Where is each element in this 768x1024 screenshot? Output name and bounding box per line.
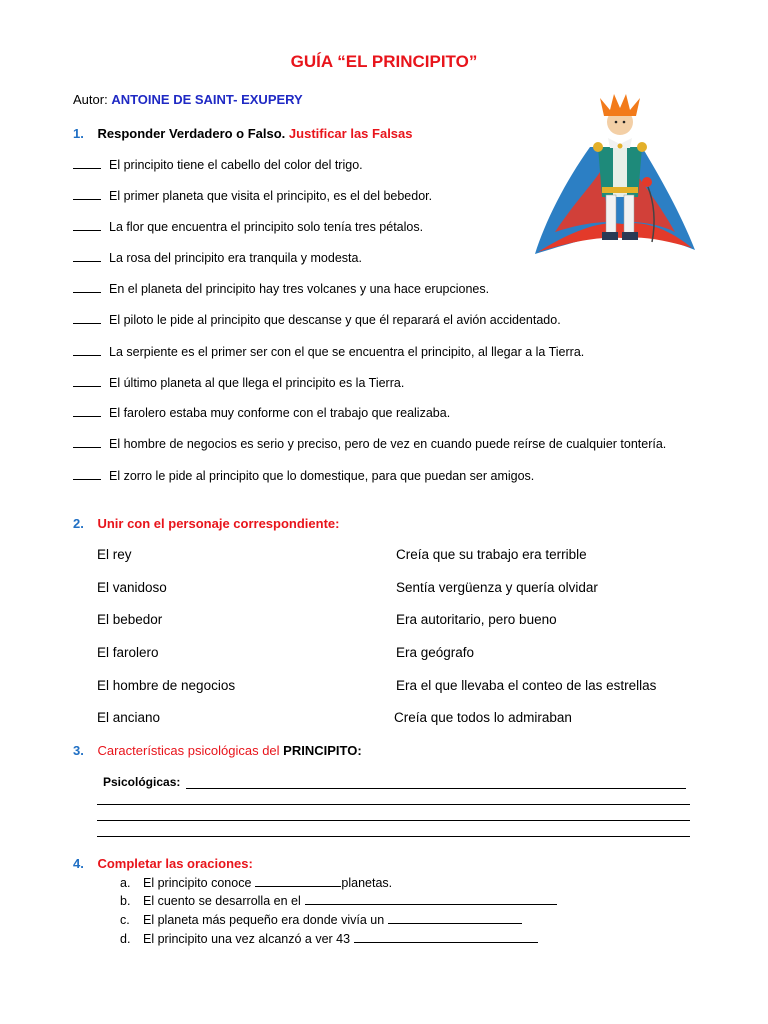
statement-text: La serpiente es el primer ser con el que se encuentra el principito, al llegar a la Tierra. bbox=[109, 345, 585, 359]
completion-item bbox=[120, 876, 392, 890]
statement-text: El piloto le pide al principito que descanse y que él reparará el avión accidentado. bbox=[109, 313, 561, 327]
answer-blank[interactable] bbox=[73, 157, 101, 169]
answer-line[interactable] bbox=[186, 788, 686, 789]
true-false-item bbox=[73, 250, 362, 265]
item-text: El planeta más pequeño era donde vivía un bbox=[143, 913, 385, 927]
answer-blank[interactable] bbox=[388, 913, 522, 924]
true-false-item bbox=[73, 281, 489, 296]
statement-text: El último planeta al que llega el principito es la Tierra. bbox=[109, 376, 405, 390]
section-heading-red: Justificar las Falsas bbox=[288, 126, 413, 141]
true-false-item bbox=[73, 436, 666, 451]
section-number: 2. bbox=[73, 516, 84, 531]
character-name[interactable]: El farolero bbox=[97, 645, 159, 660]
statement-text: El farolero estaba muy conforme con el trabajo que realizaba. bbox=[109, 406, 451, 420]
section-heading-text: Características psicológicas del bbox=[97, 743, 280, 758]
true-false-item bbox=[73, 312, 561, 327]
character-description[interactable]: Era el que llevaba el conteo de las estrellas bbox=[396, 678, 657, 693]
little-prince-figure bbox=[530, 92, 700, 262]
statement-text: El zorro le pide al principito que lo domestique, para que puedan ser amigos. bbox=[109, 469, 535, 483]
answer-blank[interactable] bbox=[73, 312, 101, 324]
section-heading-text: Responder Verdadero o Falso. bbox=[97, 126, 286, 141]
true-false-item bbox=[73, 344, 584, 359]
character-description[interactable]: Creía que su trabajo era terrible bbox=[396, 547, 587, 562]
page-title: GUÍA “EL PRINCIPITO” bbox=[290, 52, 478, 71]
true-false-item bbox=[73, 188, 432, 203]
section-number: 1. bbox=[73, 126, 84, 141]
character-name[interactable]: El vanidoso bbox=[97, 580, 167, 595]
item-text-after: planetas. bbox=[341, 876, 393, 890]
answer-blank[interactable] bbox=[354, 932, 538, 943]
completion-item bbox=[120, 894, 557, 908]
character-name[interactable]: El hombre de negocios bbox=[97, 678, 236, 693]
answer-line[interactable] bbox=[97, 820, 690, 821]
section-3-heading bbox=[73, 743, 362, 758]
answer-blank[interactable] bbox=[73, 468, 101, 480]
section-1-heading bbox=[73, 126, 413, 141]
completion-item bbox=[120, 913, 522, 927]
character-name[interactable]: El anciano bbox=[97, 710, 161, 725]
author-name: ANTOINE DE SAINT- EXUPERY bbox=[111, 92, 303, 107]
section-heading-text: Unir con el personaje correspondiente: bbox=[97, 516, 340, 531]
answer-blank[interactable] bbox=[73, 436, 101, 448]
item-letter: b. bbox=[120, 894, 131, 908]
statement-text: El primer planeta que visita el principito, es el del bebedor. bbox=[109, 189, 433, 203]
statement-text: La flor que encuentra el principito solo tenía tres pétalos. bbox=[109, 220, 424, 234]
author-label: Autor: bbox=[73, 92, 108, 107]
true-false-item bbox=[73, 468, 534, 483]
answer-blank[interactable] bbox=[73, 219, 101, 231]
true-false-item bbox=[73, 405, 450, 420]
answer-blank[interactable] bbox=[73, 281, 101, 293]
section-4-heading bbox=[73, 856, 253, 871]
character-name[interactable]: El bebedor bbox=[97, 612, 163, 627]
item-letter: d. bbox=[120, 932, 131, 946]
answer-blank[interactable] bbox=[73, 188, 101, 200]
author-line bbox=[73, 92, 303, 107]
section-heading-end: : bbox=[357, 743, 362, 758]
answer-blank[interactable] bbox=[305, 894, 557, 905]
character-description[interactable]: Era autoritario, pero bueno bbox=[396, 612, 557, 627]
true-false-item bbox=[73, 157, 363, 172]
answer-line[interactable] bbox=[97, 804, 690, 805]
section-heading-text: Completar las oraciones: bbox=[97, 856, 253, 871]
section-heading-bold: PRINCIPITO bbox=[283, 743, 358, 758]
character-description[interactable]: Sentía vergüenza y quería olvidar bbox=[396, 580, 598, 595]
item-letter: c. bbox=[120, 913, 130, 927]
statement-text: La rosa del principito era tranquila y modesta. bbox=[109, 251, 362, 265]
completion-item bbox=[120, 932, 538, 946]
section-2-heading bbox=[73, 516, 339, 531]
answer-blank[interactable] bbox=[255, 876, 341, 887]
section-number: 4. bbox=[73, 856, 84, 871]
answer-line[interactable] bbox=[97, 836, 690, 837]
answer-blank[interactable] bbox=[73, 375, 101, 387]
character-name[interactable]: El rey bbox=[97, 547, 132, 562]
section-number: 3. bbox=[73, 743, 84, 758]
item-text: El principito una vez alcanzó a ver 43 bbox=[143, 932, 351, 946]
true-false-item bbox=[73, 375, 404, 390]
character-description[interactable]: Creía que todos lo admiraban bbox=[394, 710, 572, 725]
item-text: El cuento se desarrolla en el bbox=[143, 894, 301, 908]
item-letter: a. bbox=[120, 876, 131, 890]
statement-text: El hombre de negocios es serio y preciso, pero de vez en cuando puede reírse de cualquier tontería. bbox=[109, 437, 667, 451]
answer-blank[interactable] bbox=[73, 405, 101, 417]
true-false-item bbox=[73, 219, 423, 234]
answer-blank[interactable] bbox=[73, 250, 101, 262]
statement-text: En el planeta del principito hay tres volcanes y una hace erupciones. bbox=[109, 282, 490, 296]
statement-text: El principito tiene el cabello del color del trigo. bbox=[109, 158, 363, 172]
character-description[interactable]: Era geógrafo bbox=[396, 645, 475, 660]
psicologicas-label: Psicológicas: bbox=[103, 775, 181, 789]
answer-blank[interactable] bbox=[73, 344, 101, 356]
item-text: El principito conoce bbox=[143, 876, 252, 890]
